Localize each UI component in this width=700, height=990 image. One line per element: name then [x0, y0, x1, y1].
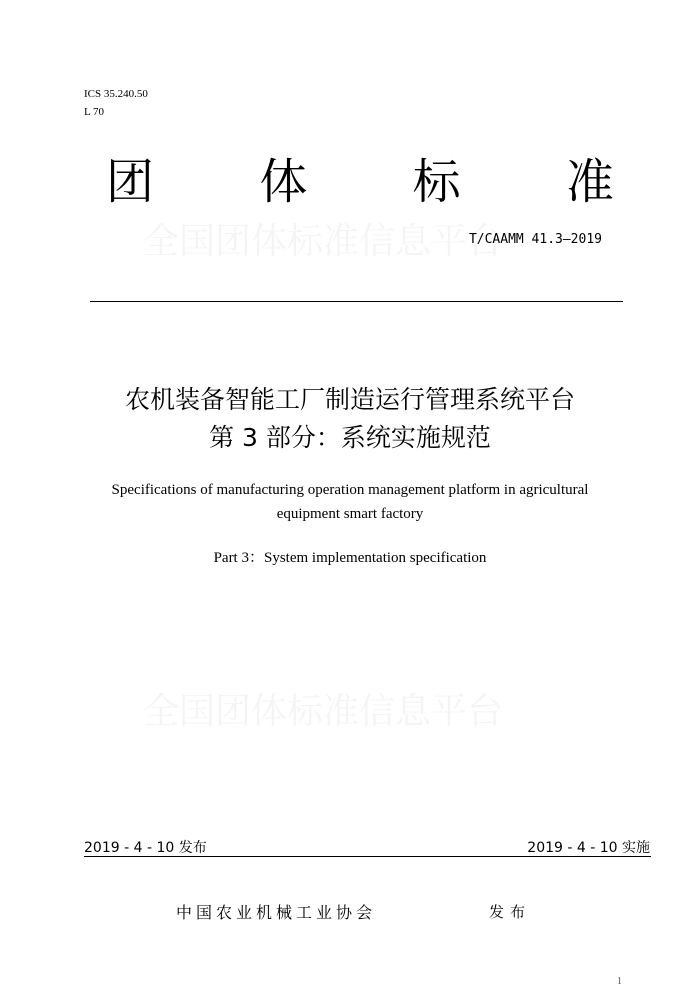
standard-number: T/CAAMM 41.3—2019 — [468, 232, 602, 247]
page-number: 1 — [617, 976, 622, 987]
watermark-text — [143, 222, 503, 262]
english-title-line1: Specifications of manufacturing operation management platform in agricultural — [111, 482, 589, 498]
implement-date: 2019 - 4 - 10 实施 — [527, 840, 650, 856]
publish-label: 发布 — [489, 903, 532, 921]
ics-code: ICS 35.240.50 — [84, 88, 148, 100]
title-char: 准 — [565, 154, 614, 210]
title-char: 团 — [105, 154, 154, 210]
title-char: 标 — [412, 154, 461, 210]
title-char: 体 — [259, 154, 308, 210]
header-divider — [90, 301, 623, 302]
watermark-text — [143, 692, 503, 732]
document-type-title — [100, 152, 620, 212]
publish-date: 2019 - 4 - 10 发布 — [84, 840, 207, 856]
chinese-title-line1: 农机装备智能工厂制造运行管理系统平台 — [124, 385, 575, 414]
publisher-name: 中国农业机械工业协会 — [176, 903, 377, 922]
ccs-code: L 70 — [84, 106, 105, 118]
english-part-title: Part 3：System implementation specification — [213, 550, 487, 566]
footer-divider — [84, 856, 651, 857]
chinese-title-line2: 第 3 部分：系统实施规范 — [209, 423, 491, 452]
english-title-line2: equipment smart factory — [276, 506, 424, 522]
